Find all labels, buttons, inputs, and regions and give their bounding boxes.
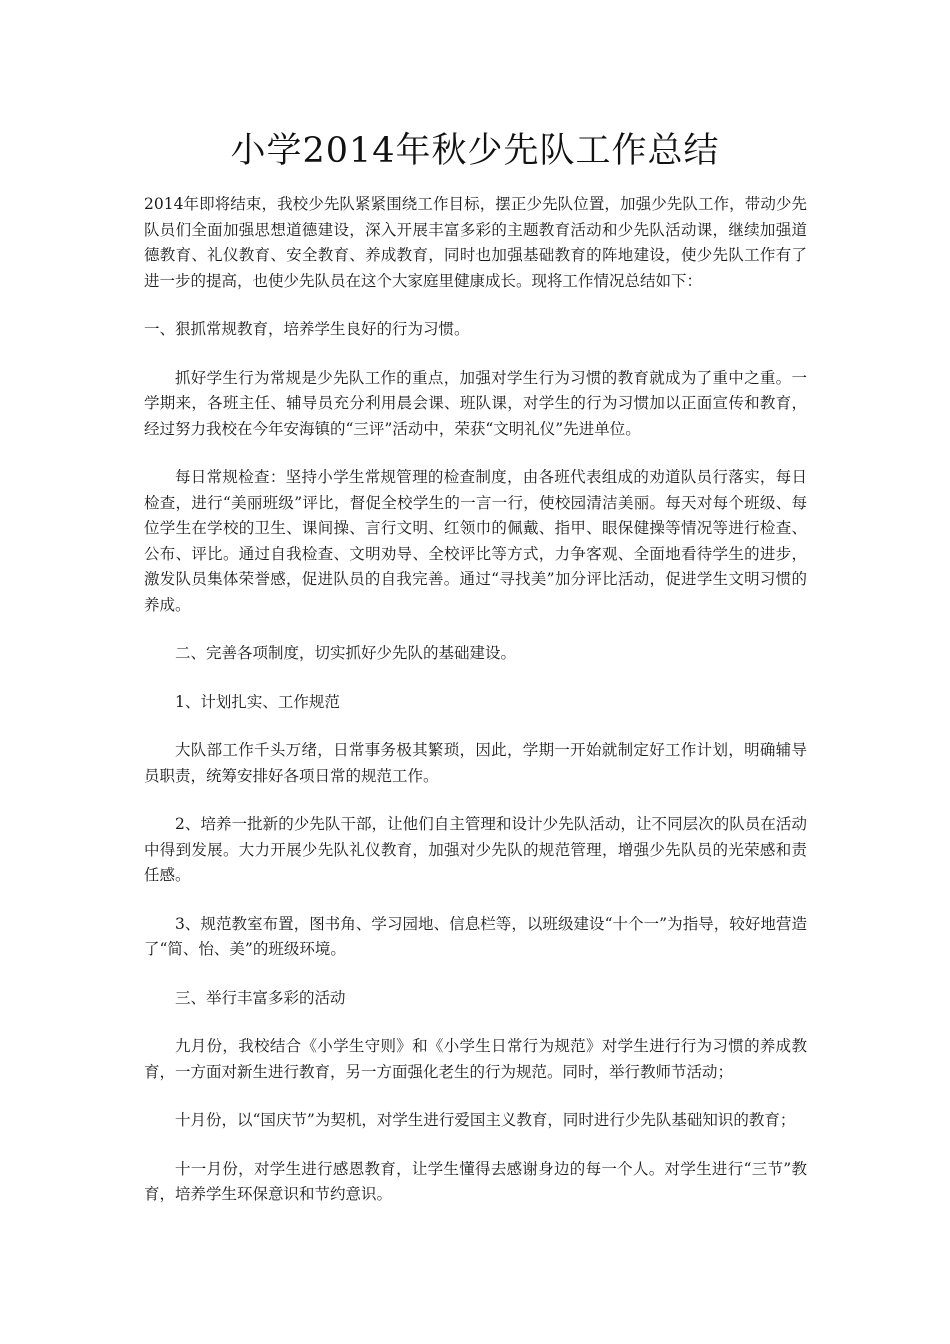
body-paragraph: 抓好学生行为常规是少先队工作的重点，加强对学生行为习惯的教育就成为了重中之重。一学期来，各班主任、辅导员充分利用晨会课、班队课，对学生的行为习惯加以正面宣传和教育，经过努力我校在今年安海镇的“三评”活动中，荣获“文明礼仪”先进单位。	[144, 368, 807, 438]
section-1-heading: 一、狠抓常规教育，培养学生良好的行为习惯。	[144, 320, 470, 338]
body-paragraph: 大队部工作千头万绪，日常事务极其繁琐，因此，学期一开始就制定好工作计划，明确辅导员职责，统筹安排好各项日常的规范工作。	[144, 741, 807, 785]
body-paragraph: 3、规范教室布置，图书角、学习园地、信息栏等，以班级建设“十个一”为指导，较好地营造了“简、怡、美”的班级环境。	[144, 914, 807, 958]
body-paragraph: 十一月份，对学生进行感恩教育，让学生懂得去感谢身边的每一个人。对学生进行“三节”教育，培养学生环保意识和节约意识。	[144, 1159, 807, 1203]
body-paragraph: 九月份，我校结合《小学生守则》和《小学生日常行为规范》对学生进行行为习惯的养成教育，一方面对新生进行教育，另一方面强化老生的行为规范。同时，举行教师节活动；	[144, 1037, 807, 1081]
section-3-heading: 三、举行丰富多彩的活动	[175, 988, 346, 1007]
body-paragraph: 十月份，以“国庆节”为契机，对学生进行爱国主义教育，同时进行少先队基础知识的教育；	[175, 1111, 796, 1129]
intro-paragraph: 2014年即将结束，我校少先队紧紧围绕工作目标，摆正少先队位置，加强少先队工作，带动少先队员们全面加强思想道德建设，深入开展丰富多彩的主题教育活动和少先队活动课，继续加强道德教育、礼仪教育、安全教育、养成教育，同时也加强基础教育的阵地建设，使少先队工作有了进一步的提高，也使少先队员在这个大家庭里健康成长。现将工作情况总结如下：	[144, 195, 807, 290]
subsection-heading: 1、计划扎实、工作规范	[175, 692, 340, 711]
section-2-heading: 二、完善各项制度，切实抓好少先队的基础建设。	[175, 644, 517, 662]
body-paragraph: 每日常规检查：坚持小学生常规管理的检查制度，由各班代表组成的劝道队员行落实，每日检查，进行“美丽班级”评比，督促全校学生的一言一行，使校园清洁美丽。每天对每个班级、每位学生在学校的卫生、课间操、言行文明、红领巾的佩戴、指甲、眼保健操等情况等进行检查、公布、评比。通过自我检查、文明劝导、全校评比等方式，力争客观、全面地看待学生的进步，激发队员集体荣誉感，促进队员的自我完善。通过“寻找美”加分评比活动，促进学生文明习惯的养成。	[144, 468, 807, 614]
body-paragraph: 2、培养一批新的少先队干部，让他们自主管理和设计少先队活动，让不同层次的队员在活动中得到发展。大力开展少先队礼仪教育，加强对少先队的规范管理，增强少先队员的光荣感和责任感。	[144, 815, 807, 884]
document-title: 小学2014年秋少先队工作总结	[230, 131, 720, 171]
document-body	[144, 192, 807, 1231]
